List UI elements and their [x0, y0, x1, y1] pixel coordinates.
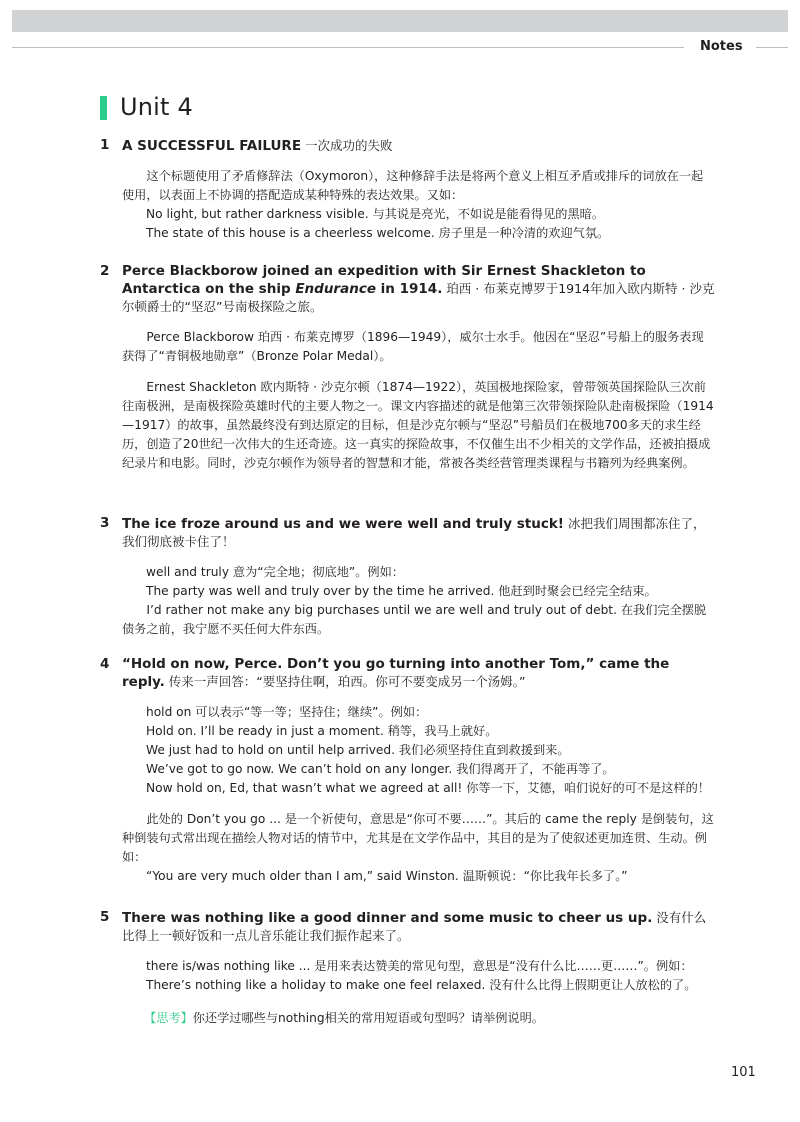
example-line: I’d rather not make any big purchases until we are well and truly out of debt. 在我们完全摆脱债务之前，我宁愿不买任何大件东西。 [122, 603, 707, 636]
note-title [122, 263, 715, 316]
example-line: there is/was nothing like ... 是用来表达赞美的常见句型，意思是“没有什么比……更……”。例如： [146, 959, 693, 973]
notes-label: Notes [700, 39, 743, 54]
example-line: hold on 可以表示“等一等；坚持住；继续”。例如： [146, 705, 428, 719]
example-line: There’s nothing like a holiday to make one feel relaxed. 没有什么比得上假期更让人放松的了。 [146, 978, 697, 992]
note-number: 5 [100, 909, 110, 925]
note-number: 4 [100, 656, 110, 672]
note-title [122, 909, 715, 945]
page-number: 101 [731, 1065, 756, 1080]
note-title-zh: 没有什么比得上一顿好饭和一点儿音乐能让我们振作起来了。 [122, 910, 707, 943]
note-title-en: “Hold on now, Perce. Don’t you go turning into another Tom,” came the reply. [122, 656, 670, 690]
note-paragraph: Ernest Shackleton 欧内斯特 · 沙克尔顿（1874—1922），英国极地探险家，曾带领英国探险队三次前往南极洲，是南极探险英雄时代的主要人物之一。课文内容描述的就是他第三次带领探险队赴南极探险（1914—1917）的故事，虽然最终没有到达原定的目标，但是沙克尔顿与“坚忍”号船员们在极地700多天的求生经历，创造了20世纪一次伟大的生还奇迹。这一真实的探险故事，不仅催生出不少相关的文学作品，还被拍摄成纪录片和电影。同时，沙克尔顿作为领导者的智慧和才能，常被各类经营管理类课程与书籍列为经典案例。 [122, 380, 714, 470]
header-rule-left [12, 47, 684, 48]
note-number: 2 [100, 263, 110, 279]
note-title-zh: 冰把我们周围都冻住了，我们彻底被卡住了！ [122, 516, 706, 549]
note-title-en-end: in 1914. [375, 281, 443, 297]
note-paragraph: Perce Blackborow 珀西 · 布莱克博罗（1896—1949），威尔士水手。他因在“坚忍”号船上的服务表现获得了“青铜极地勋章”（Bronze Polar Medal）。 [122, 330, 704, 363]
note-number: 1 [100, 137, 110, 153]
example-line: We’ve got to go now. We can’t hold on any longer. 我们得离开了，不能再等了。 [146, 762, 615, 776]
ship-name: Endurance [295, 281, 376, 297]
note-title-en: Perce Blackborow joined an expedition with Sir Ernest Shackleton to Antarctica on the ship [122, 263, 646, 297]
example-line: We just had to hold on until help arrived. 我们必须坚持住直到救援到来。 [146, 743, 570, 757]
note-title-zh: 珀西 · 布莱克博罗于1914年加入欧内斯特 · 沙克尔顿爵士的“坚忍”号南极探险之旅。 [122, 281, 715, 314]
think-text: 你还学过哪些与nothing相关的常用短语或句型吗？请举例说明。 [192, 1011, 544, 1025]
example-line: The state of this house is a cheerless welcome. 房子里是一种冷清的欢迎气氛。 [146, 226, 610, 240]
unit-title: Unit 4 [120, 93, 193, 121]
note-number: 3 [100, 515, 110, 531]
note-title-zh: 一次成功的失败 [301, 138, 393, 153]
note-title-zh: 传来一声回答：“要坚持住啊，珀西。你可不要变成另一个汤姆。” [164, 674, 526, 689]
note-3 [100, 515, 715, 639]
example-line: well and truly 意为“完全地；彻底地”。例如： [146, 565, 404, 579]
think-prompt [144, 1009, 715, 1028]
think-bracket-close: 】 [180, 1011, 193, 1025]
note-title [122, 137, 715, 155]
note-5 [100, 909, 715, 1028]
think-bracket-open: 【 [144, 1011, 157, 1025]
note-paragraph: 这个标题使用了矛盾修辞法（Oxymoron），这种修辞手法是将两个意义上相互矛盾或排斥的词放在一起使用，以表面上不协调的搭配造成某种特殊的表达效果。又如： [122, 169, 704, 202]
example-line: No light, but rather darkness visible. 与其说是亮光，不如说是能看得见的黑暗。 [146, 207, 605, 221]
note-1 [100, 137, 715, 243]
note-title-en: The ice froze around us and we were well and truly stuck! [122, 516, 564, 532]
note-2 [100, 263, 715, 473]
unit-accent-bar [100, 96, 107, 120]
note-4 [100, 656, 715, 886]
note-paragraph: 此处的 Don’t you go ... 是一个祈使句，意思是“你可不要……”。其后的 came the reply 是倒装句，这种倒装句式常出现在描绘人物对话的情节中，尤其是在文学作品中，其目的是为了使叙述更加连贯、生动。例如： [122, 812, 714, 864]
note-title [122, 656, 715, 691]
note-title-en: There was nothing like a good dinner and some music to cheer us up. [122, 910, 653, 926]
header-rule-right [756, 47, 788, 48]
example-line: Hold on. I’ll be ready in just a moment. 稍等，我马上就好。 [146, 724, 498, 738]
example-line: “You are very much older than I am,” said Winston. 温斯顿说：“你比我年长多了。” [146, 869, 628, 883]
note-title [122, 515, 715, 551]
note-title-en: A SUCCESSFUL FAILURE [122, 138, 302, 154]
example-line: Now hold on, Ed, that wasn’t what we agreed at all! 你等一下，艾德，咱们说好的可不是这样的！ [146, 781, 710, 795]
think-label: 思考 [156, 1011, 181, 1025]
top-decorative-band [12, 10, 788, 32]
example-line: The party was well and truly over by the time he arrived. 他赶到时聚会已经完全结束。 [146, 584, 657, 598]
